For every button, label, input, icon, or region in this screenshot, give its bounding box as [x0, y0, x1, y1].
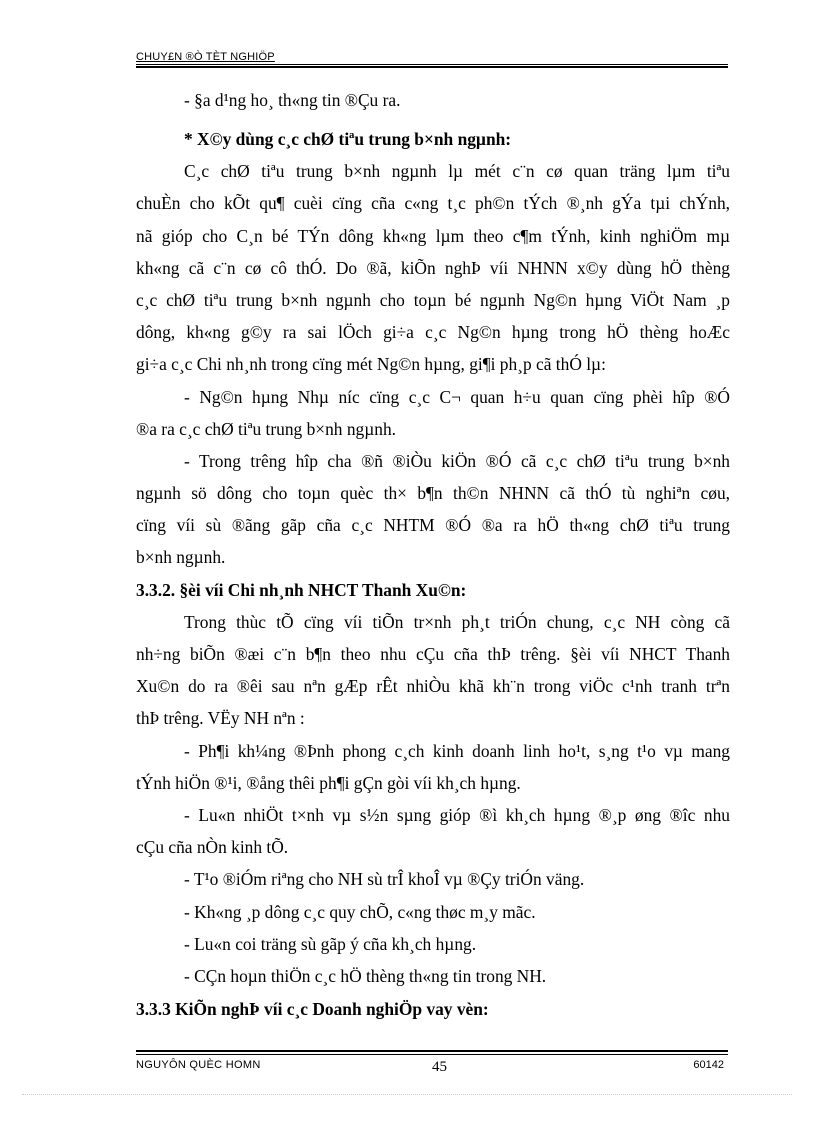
paragraph-line: - Ng©n hµng Nhµ níc cïng c¸c C¬ quan h÷u quan cïng phèi hîp ®Ó: [184, 387, 730, 407]
footer-rule: [136, 1054, 728, 1055]
page-number: 45: [432, 1059, 447, 1075]
footer-author: NGUYÔN QUÈC HOΜN: [136, 1059, 261, 1071]
header-rule-thick: [136, 66, 728, 68]
page-boundary: [22, 1094, 792, 1095]
page-header: [136, 50, 728, 64]
paragraph-line: - CÇn hoµn thiÖn c¸c hÖ thèng th«ng tin trong NH.: [184, 966, 547, 986]
footer-code: 60142: [693, 1059, 724, 1071]
paragraph-line: - Lu«n coi träng sù gãp ý cña kh¸ch hµng.: [184, 934, 477, 954]
paragraph-line: - T¹o ®iÓm riªng cho NH sù trÎ khoÎ vµ ®Çy triÓn väng.: [184, 869, 585, 889]
paragraph-line: nh÷ng biÕn ®æi c¨n b¶n theo nhu cÇu cña thÞ trêng. §èi víi NHCT Thanh: [136, 644, 730, 664]
section-heading: * X©y dùng c¸c chØ tiªu trung b×nh ngµnh:: [184, 129, 512, 149]
paragraph-line: - Kh«ng ¸p dông c¸c quy chÕ, c«ng thøc m¸y mãc.: [184, 902, 536, 922]
header-title: CHUY£N ®Ò TÈT NGHIÖP: [136, 51, 275, 63]
paragraph-line: C¸c chØ tiªu trung b×nh ngµnh lµ mét c¨n cø quan träng lµm tiªu: [184, 161, 730, 181]
paragraph-line: nã gióp cho C¸n bé TÝn dông kh«ng lµm theo c¶m tÝnh, kinh nghiÖm mµ: [136, 226, 730, 246]
paragraph-line: ®a ra c¸c chØ tiªu trung b×nh ngµnh.: [136, 419, 396, 439]
paragraph-line: - Ph¶i kh¼ng ®Þnh phong c¸ch kinh doanh linh ho¹t, s¸ng t¹o vµ mang: [184, 741, 730, 761]
paragraph-line: dông, kh«ng g©y ra sai lÖch gi÷a c¸c Ng©n hµng trong hÖ thèng hoÆc: [136, 322, 730, 342]
paragraph-line: kh«ng cã c¨n cø cô thÓ. Do ®ã, kiÕn nghÞ víi NHNN x©y dùng hÖ thèng: [136, 258, 730, 278]
paragraph-line: thÞ trêng. VËy NH nªn :: [136, 708, 305, 728]
paragraph-line: chuÈn cho kÕt qu¶ cuèi cïng cña c«ng t¸c ph©n tÝch ®¸nh gÝa tµi chÝnh,: [136, 193, 730, 213]
paragraph-line: b×nh ngµnh.: [136, 547, 226, 567]
header-rule: [136, 64, 728, 65]
paragraph-line: Xu©n do ra ®êi sau nªn gÆp rÊt nhiÒu khã kh¨n trong viÖc c¹nh tranh trªn: [136, 676, 730, 696]
paragraph-line: - Lu«n nhiÖt t×nh vµ s½n sµng gióp ®ì kh¸ch hµng ®¸p øng ®îc nhu: [184, 805, 730, 825]
paragraph-line: tÝnh hiÖn ®¹i, ®ång thêi ph¶i gÇn gòi víi kh¸ch hµng.: [136, 773, 521, 793]
paragraph-line: cïng víi sù ®ãng gãp cña c¸c NHTM ®Ó ®a ra hÖ th«ng chØ tiªu trung: [136, 515, 730, 535]
section-heading: 3.3.2. §èi víi Chi nh¸nh NHCT Thanh Xu©n:: [136, 580, 467, 600]
paragraph-line: - Trong trêng hîp cha ®ñ ®iÒu kiÖn ®Ó cã c¸c chØ tiªu trung b×nh: [184, 451, 730, 471]
paragraph-line: gi÷a c¸c Chi nh¸nh trong cïng mét Ng©n hµng, gi¶i ph¸p cã thÓ lµ:: [136, 354, 606, 374]
paragraph-line: - §a d¹ng ho¸ th«ng tin ®Çu ra.: [184, 90, 401, 110]
paragraph-line: Trong thùc tÕ cïng víi tiÕn tr×nh ph¸t triÓn chung, c¸c NH còng cã: [184, 612, 730, 632]
paragraph-line: ngµnh sö dông cho toµn quèc th× b¶n th©n NHNN cã thÓ tù nghiªn cøu,: [136, 483, 730, 503]
section-heading: 3.3.3 KiÕn nghÞ víi c¸c Doanh nghiÖp vay vèn:: [136, 999, 489, 1019]
paragraph-line: cÇu cña nÒn kinh tÕ.: [136, 837, 289, 857]
footer-rule-thick: [136, 1050, 728, 1052]
paragraph-line: c¸c chØ tiªu trung b×nh ngµnh cho toµn bé ngµnh Ng©n hµng ViÖt Nam ¸p: [136, 290, 730, 310]
